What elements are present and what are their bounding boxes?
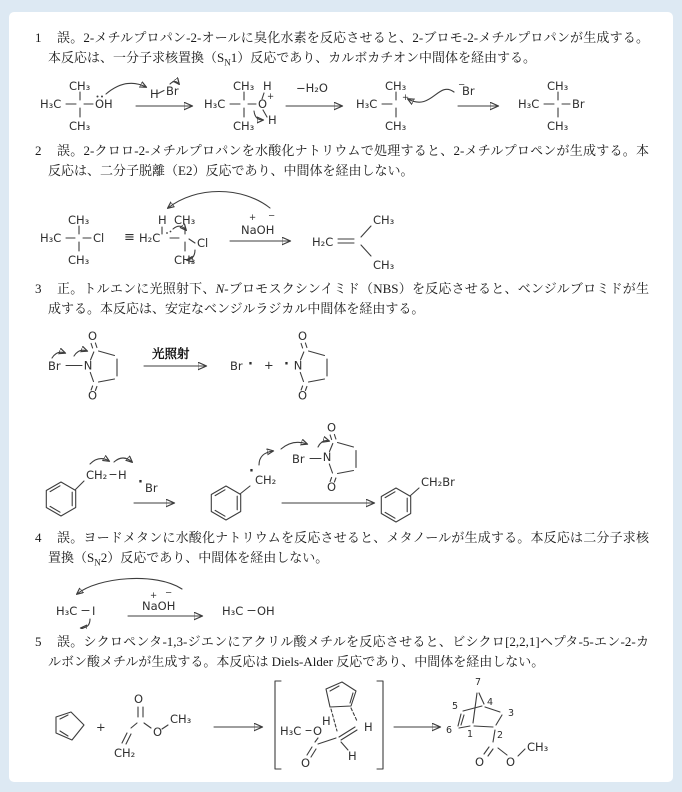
atom-label: H xyxy=(150,86,159,101)
curved-arrow xyxy=(74,350,87,356)
succinimidyl-radical-ring xyxy=(294,329,327,403)
item-5 xyxy=(27,632,649,672)
transition-state-structure xyxy=(306,682,357,757)
atom-label: H xyxy=(364,720,373,735)
atom-label: H₂C xyxy=(139,230,161,245)
atom-label: H₃C xyxy=(40,96,62,111)
bond xyxy=(240,486,250,494)
curved-arrow xyxy=(259,451,273,465)
carbon-number: 4 xyxy=(487,697,494,709)
atom-label: CH₃ xyxy=(174,212,196,227)
atom-label: O xyxy=(506,755,516,770)
radical-dot: · xyxy=(284,356,289,372)
atom-label: H₃C xyxy=(222,604,244,619)
curved-arrow xyxy=(114,458,132,462)
atom-label: H₃C xyxy=(40,230,62,245)
atom-label: OH xyxy=(95,96,113,111)
item-number: 3 xyxy=(35,280,42,296)
atom-label: O xyxy=(153,725,163,740)
benzyl-bromide-ring xyxy=(381,488,410,522)
curved-arrow xyxy=(254,111,263,120)
item-number: 5 xyxy=(35,634,42,650)
atom-label: H₃C xyxy=(280,724,302,739)
item-text: 誤。シクロペンタ-1,3-ジエンにアクリル酸メチルを反応させると、ビシクロ[2,2,1]ヘプタ-5-エン-2-カルボン酸メチルが生成する。本反応は Diels-Alder 反応であり、中間体を経由しない。 xyxy=(48,634,649,670)
curved-arrow xyxy=(318,440,329,446)
bracket-right xyxy=(377,681,383,769)
toluene-ring xyxy=(46,482,75,516)
curved-arrow xyxy=(168,191,270,208)
atom-label: CH₃ xyxy=(69,78,91,93)
bond xyxy=(75,481,84,490)
curved-arrow xyxy=(90,458,109,463)
charge-label: + xyxy=(150,591,158,602)
charge-label: + xyxy=(249,212,257,223)
atom-label: CH₃ xyxy=(174,252,196,267)
nbs-ring xyxy=(84,329,117,403)
nbs-ring xyxy=(323,420,356,494)
charge-label: + xyxy=(402,92,410,103)
atom-label: Br xyxy=(572,96,585,111)
atom-label: CH₃ xyxy=(527,740,549,755)
curved-arrow xyxy=(81,619,90,628)
radical-dot: · xyxy=(248,356,253,372)
item-1 xyxy=(27,28,649,73)
plus-sign: + xyxy=(96,720,106,735)
atom-label: H xyxy=(263,78,272,93)
item-text: 誤。ヨードメタンに水酸化ナトリウムを反応させると、メタノールが生成する。本反応は二分子求核置換$(S_N2)$反応であり、中間体を経由しない。 xyxy=(48,529,649,568)
item-text: 誤。2-クロロ-2-メチルプロパンを水酸化ナトリウムで処理すると、2-メチルプロペンが生成する。本反応は、二分子脱離（E2）反応であり、中間体を経由しない。 xyxy=(48,142,649,178)
radical-dot: · xyxy=(138,474,143,490)
atom-label: CH₃ xyxy=(68,252,90,267)
carbon-number: 2 xyxy=(497,730,504,742)
atom-label: Br xyxy=(166,83,179,98)
scheme-benzylic-bromination xyxy=(34,411,644,525)
atom-label: I xyxy=(92,604,96,619)
atom-label: CH₃ xyxy=(68,212,90,227)
scheme-sn1-mechanism xyxy=(34,76,634,138)
atom-label: CH₃ xyxy=(69,118,91,133)
atom-label: H₃C xyxy=(204,96,226,111)
scheme-nbs-homolysis xyxy=(34,322,454,408)
atom-label: O xyxy=(475,755,485,770)
atom-label: O xyxy=(301,756,311,771)
tert-butyl-bromide-structure xyxy=(544,92,570,117)
charge-label: − xyxy=(268,210,276,221)
carbon-number: 5 xyxy=(452,701,459,713)
condition-label: 光照射 xyxy=(152,346,190,361)
atom-label: CH₃ xyxy=(233,78,255,93)
charge-label: − xyxy=(458,79,466,90)
atom-label: H₃C xyxy=(518,96,540,111)
cyclopentadiene-structure xyxy=(56,712,84,740)
carbon-number: 6 xyxy=(446,725,453,737)
atom-label: H xyxy=(158,212,167,227)
item-number: 1 xyxy=(35,30,42,45)
isobutylene-structure xyxy=(338,226,371,256)
atom-label: Cl xyxy=(93,230,105,245)
document-page xyxy=(9,12,673,782)
carbon-number: 7 xyxy=(475,677,482,689)
tert-butyl-chloride-structure xyxy=(66,226,91,251)
charge-label: − xyxy=(165,588,173,599)
atom-label: CH₂Br xyxy=(421,474,455,489)
atom-label: O xyxy=(313,724,323,739)
carbocation-structure xyxy=(382,92,396,117)
atom-label: CH₃ xyxy=(385,118,407,133)
item-2 xyxy=(27,141,649,181)
newman-style-structure xyxy=(162,226,195,251)
atom-label: H₃C xyxy=(356,96,378,111)
carbon-number: 1 xyxy=(467,729,474,741)
equivalence-sign: ≡ xyxy=(124,229,135,245)
atom-label: H xyxy=(268,112,277,127)
curved-arrow xyxy=(106,83,146,94)
atom-label: CH₃ xyxy=(547,118,569,133)
atom-label: CH₃ xyxy=(373,257,395,272)
atom-label: H xyxy=(118,467,127,482)
curved-arrow xyxy=(408,89,454,102)
atom-label: Cl xyxy=(197,235,209,250)
item-number: 2 xyxy=(35,142,42,158)
atom-label: CH₃ xyxy=(547,78,569,93)
atom-label: H₂C xyxy=(312,234,334,249)
radical-dot: · xyxy=(249,463,254,479)
carbon-number: 3 xyxy=(508,708,515,720)
bond xyxy=(410,488,419,496)
curved-arrow xyxy=(52,352,65,358)
atom-label: CH₃ xyxy=(233,118,255,133)
atom-label: H xyxy=(322,714,331,729)
atom-label: CH₃ xyxy=(170,712,192,727)
reagent-label: NaOH xyxy=(241,222,275,237)
atom-label: Br xyxy=(48,358,61,373)
atom-label: O xyxy=(134,692,144,707)
benzyl-ring xyxy=(211,486,240,520)
item-text: 誤。2-メチルプロパン-2-オールに臭化水素を反応させると、2-ブロモ-2-メチルプロパンが生成する。本反応は、一分子求核置換$(S_N1)$反応であり、カルボカチオン中間体を経由する。 xyxy=(48,30,649,68)
atom-label: CH₂ xyxy=(114,746,136,761)
item-text: 正。トルエンに光照射下、N-ブロモスクシンイミド（NBS）を反応させると、ベンジルブロミドが生成する。本反応は、安定なベンジルラジカル中間体を経由する。 xyxy=(48,280,649,316)
scheme-e2-mechanism xyxy=(34,184,504,276)
charge-label: + xyxy=(267,91,275,102)
reagent-label: NaOH xyxy=(142,599,176,614)
atom-label: H₃C xyxy=(56,604,78,619)
atom-label: CH₃ xyxy=(373,212,395,227)
scheme-sn2-mechanism xyxy=(34,575,334,629)
atom-label: Br xyxy=(292,451,305,466)
leaving-group-label: −H₂O xyxy=(296,80,328,95)
atom-label: Br xyxy=(230,358,243,373)
item-4 xyxy=(27,528,649,573)
atom-label: OH xyxy=(257,604,275,619)
curved-arrow xyxy=(281,442,307,449)
atom-label: H xyxy=(348,749,357,764)
item-3 xyxy=(27,279,649,319)
atom-label: Br xyxy=(145,480,158,495)
atom-label: CH₃ xyxy=(385,78,407,93)
atom-label: CH₂ xyxy=(86,467,108,482)
atom-label: Br xyxy=(462,83,475,98)
atom-label: O xyxy=(258,96,268,111)
atom-label: CH₂ xyxy=(255,472,277,487)
plus-sign: + xyxy=(264,357,274,372)
scheme-diels-alder xyxy=(34,675,644,771)
item-number: 4 xyxy=(35,529,42,545)
